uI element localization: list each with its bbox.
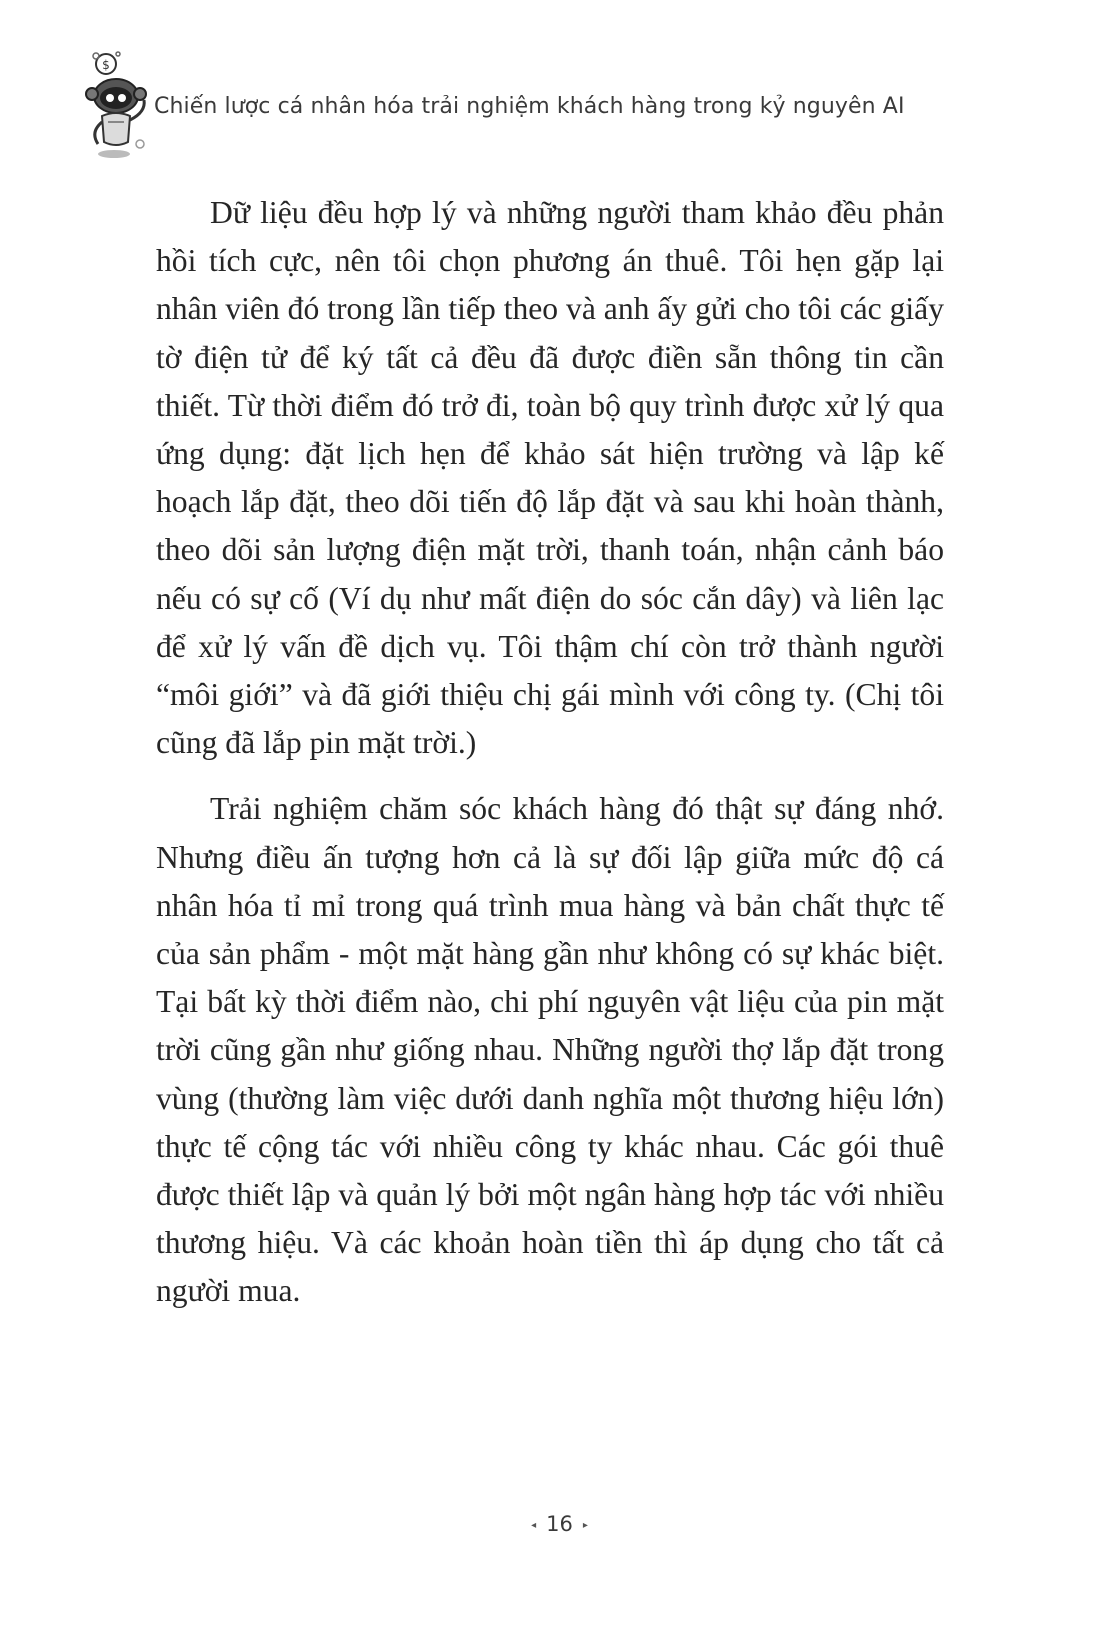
page-number: 16 xyxy=(546,1512,573,1536)
paragraph: Dữ liệu đều hợp lý và những người tham khảo đều phản hồi tích cực, nên tôi chọn phương án thuê. Tôi hẹn gặp lại nhân viên đó trong lần tiếp theo và anh ấy gửi cho tôi các giấy tờ điện tử để ký tất cả đều đã được điền sẵn thông tin cần thiết. Từ thời điểm đó trở đi, toàn bộ quy trình được xử lý qua ứng dụng: đặt lịch hẹn để khảo sát hiện trường và lập kế hoạch lắp đặt, theo dõi tiến độ lắp đặt và sau khi hoàn thành, theo dõi sản lượng điện mặt trời, thanh toán, nhận cảnh báo nếu có sự cố (Ví dụ như mất điện do sóc cắn dây) và liên lạc để xử lý vấn đề dịch vụ. Tôi thậm chí còn trở thành người “môi giới” và đã giới thiệu chị gái mình với công ty. (Chị tôi cũng đã lắp pin mặt trời.) xyxy=(156,195,944,761)
page-footer xyxy=(0,1512,1119,1536)
svg-text:$: $ xyxy=(102,58,110,72)
running-title: Chiến lược cá nhân hóa trải nghiệm khách hàng trong kỷ nguyên AI xyxy=(154,94,905,119)
page-body xyxy=(156,189,944,1316)
page-header xyxy=(84,46,1044,166)
robot-mascot-icon xyxy=(84,46,156,166)
paragraph: Trải nghiệm chăm sóc khách hàng đó thật sự đáng nhớ. Nhưng điều ấn tượng hơn cả là sự đối lập giữa mức độ cá nhân hóa tỉ mỉ trong quá trình mua hàng và bản chất thực tế của sản phẩm - một mặt hàng gần như không có sự khác biệt. Tại bất kỳ thời điểm nào, chi phí nguyên vật liệu của pin mặt trời cũng gần như giống nhau. Những người thợ lắp đặt trong vùng (thường làm việc dưới danh nghĩa một thương hiệu lớn) thực tế cộng tác với nhiều công ty khác nhau. Các gói thuê được thiết lập và quản lý bởi một ngân hàng hợp tác với nhiều thương hiệu. Và các khoản hoàn tiền thì áp dụng cho tất cả người mua. xyxy=(156,791,944,1309)
triangle-right-icon: ▸ xyxy=(582,1519,588,1531)
triangle-left-icon: ◂ xyxy=(531,1519,537,1531)
